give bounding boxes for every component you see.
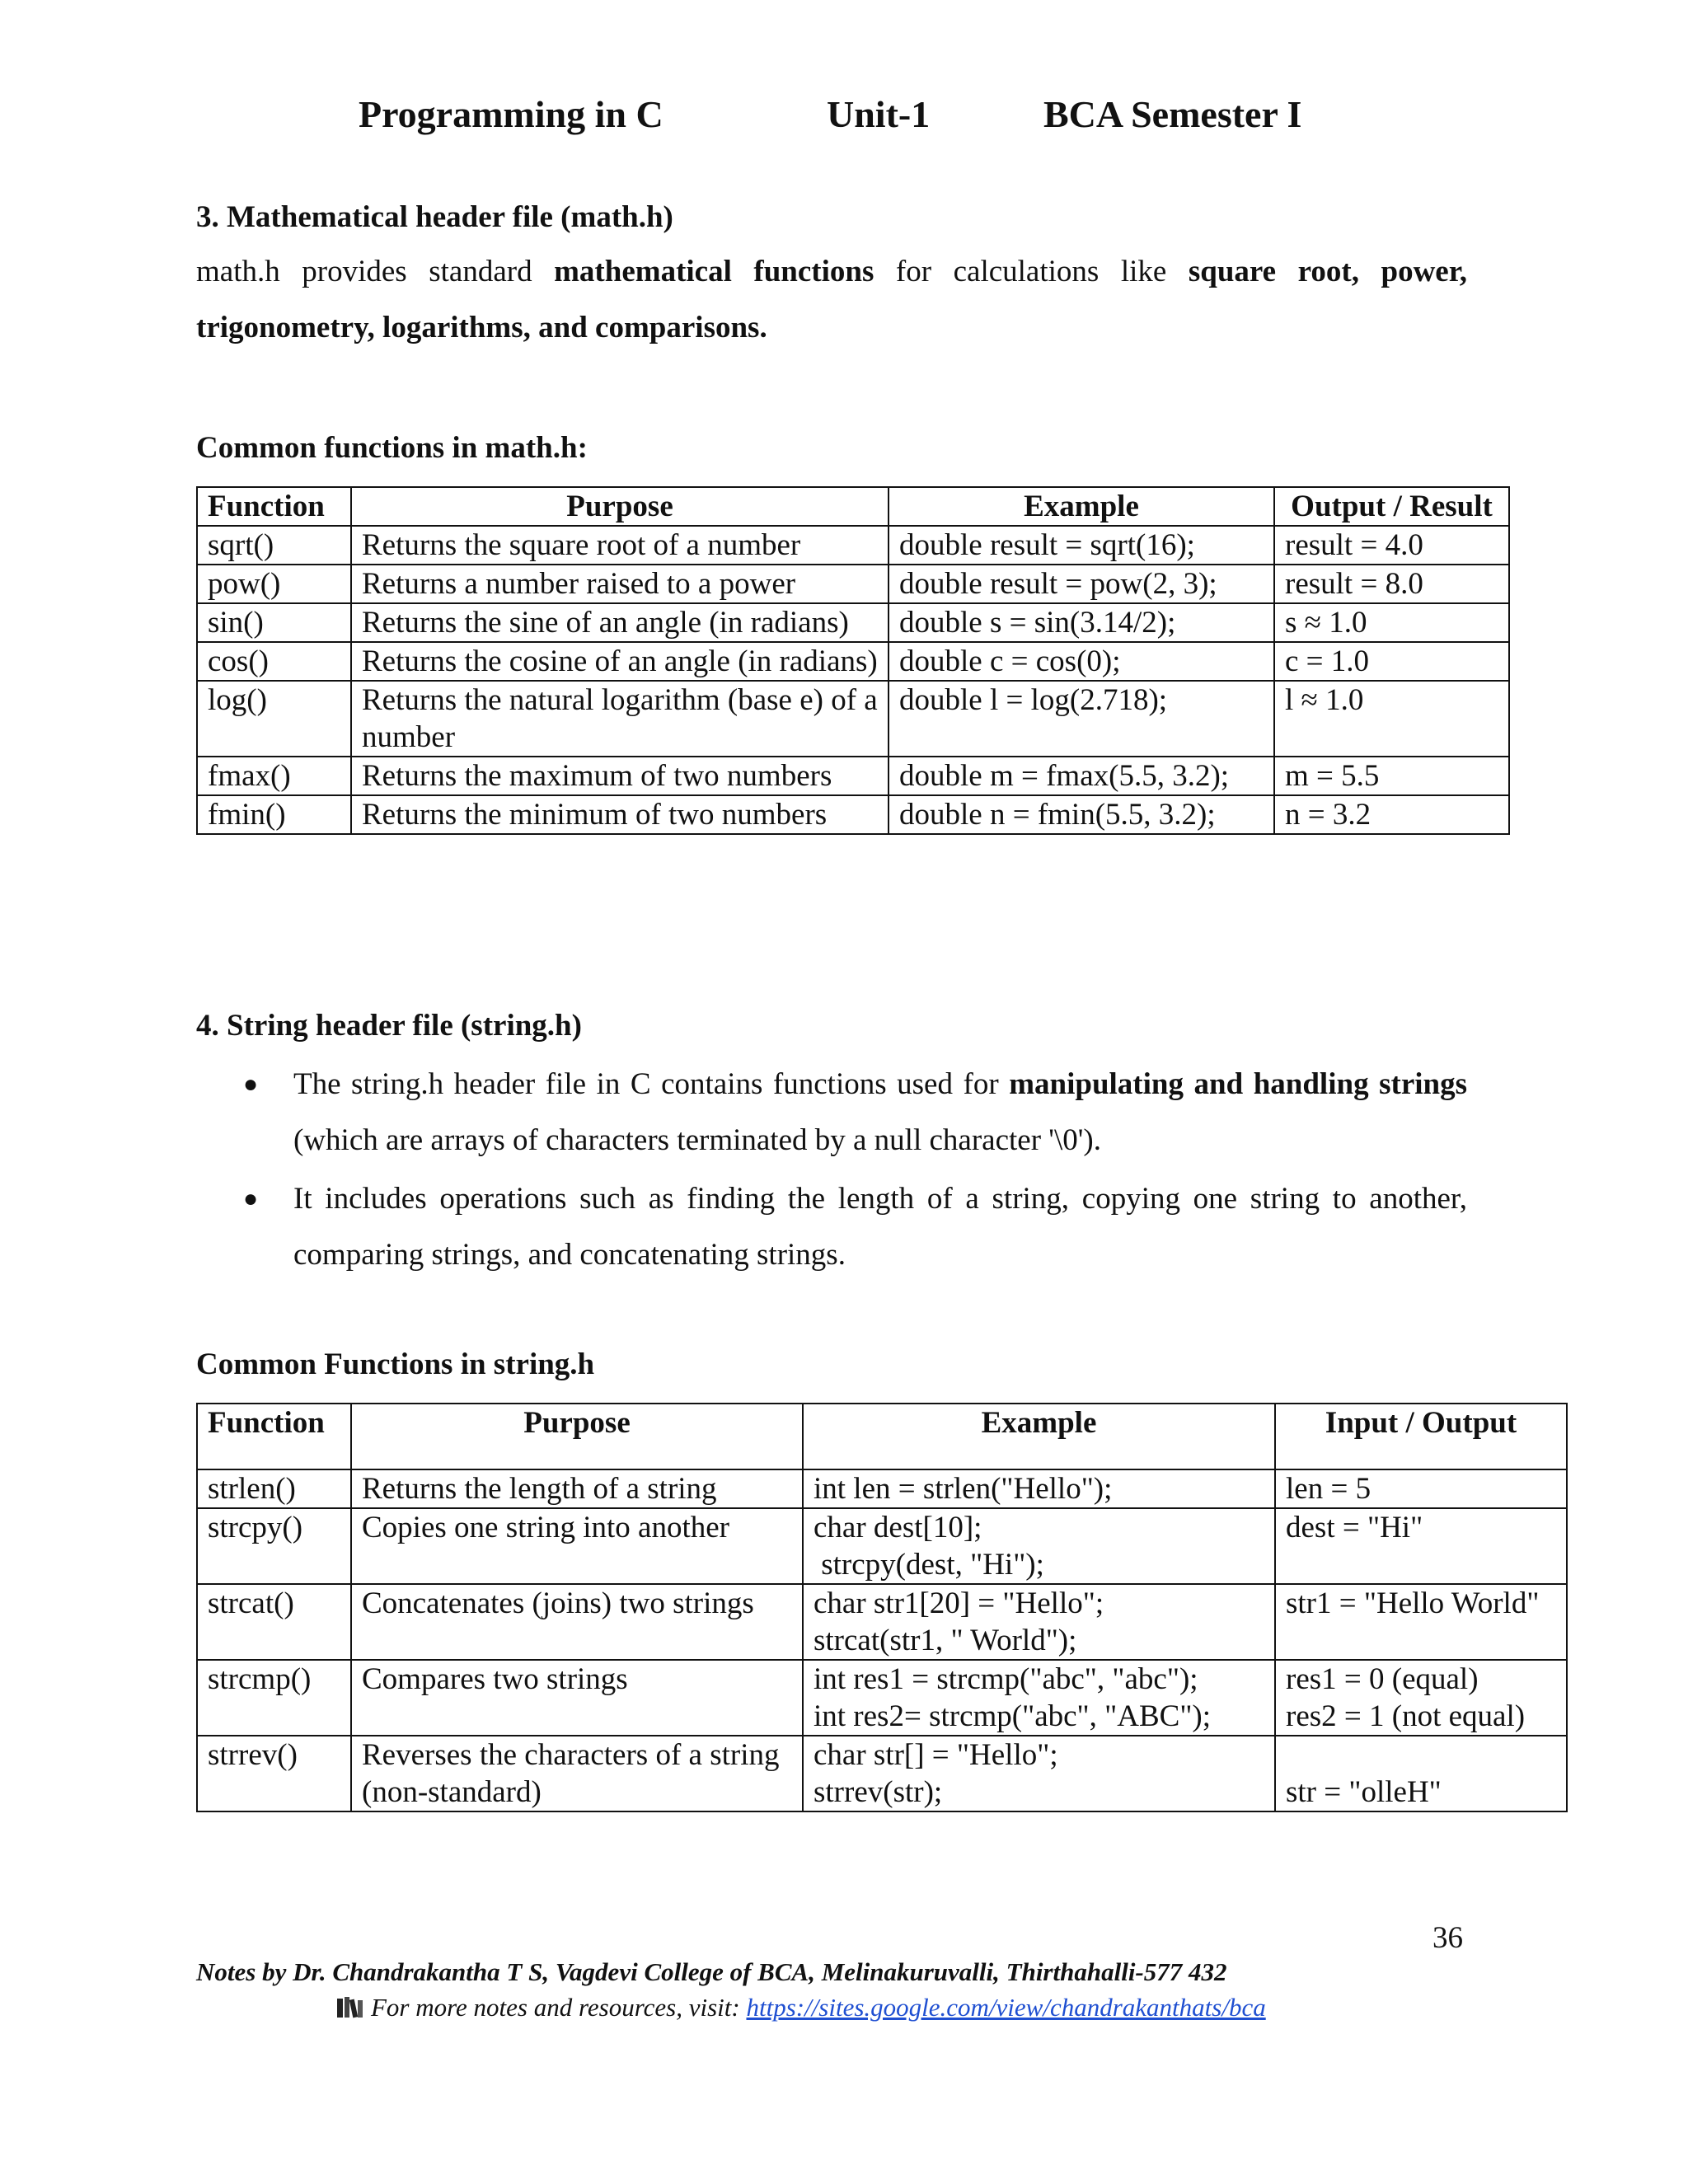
function-cell: fmin() bbox=[197, 795, 351, 834]
bullet1-bold: manipulating and handling strings bbox=[1009, 1067, 1467, 1101]
purpose-cell: Returns the cosine of an angle (in radians) bbox=[351, 642, 889, 681]
footer-notes: Notes by Dr. Chandrakantha T S, Vagdevi College of BCA, Melinakuruvalli, Thirthahalli-577 432 bbox=[196, 1957, 1227, 1986]
function-cell: strrev() bbox=[197, 1736, 351, 1811]
example-line: char dest[10]; bbox=[814, 1511, 982, 1544]
output-cell: dest = "Hi" bbox=[1275, 1508, 1567, 1584]
math-functions-table bbox=[196, 486, 1510, 835]
example-line: int res2= strcmp("abc", "ABC"); bbox=[814, 1699, 1212, 1733]
example-cell bbox=[803, 1736, 1275, 1811]
purpose-cell: Returns the sine of an angle (in radians) bbox=[351, 603, 889, 642]
string-col-example: Example bbox=[803, 1404, 1275, 1469]
example-cell: double c = cos(0); bbox=[889, 642, 1274, 681]
example-line: char str[] = "Hello"; bbox=[814, 1738, 1058, 1772]
math-col-example: Example bbox=[889, 487, 1274, 526]
example-cell: double result = pow(2, 3); bbox=[889, 565, 1274, 603]
output-cell: str = "olleH" bbox=[1275, 1736, 1567, 1811]
bullet-icon: ● bbox=[243, 1071, 259, 1098]
math-col-purpose: Purpose bbox=[351, 487, 889, 526]
purpose-cell: Returns the minimum of two numbers bbox=[351, 795, 889, 834]
function-cell: sin() bbox=[197, 603, 351, 642]
resources-link[interactable]: https://sites.google.com/view/chandrakanthats/bca bbox=[746, 1993, 1266, 2022]
math-section-title: 3. Mathematical header file (math.h) bbox=[196, 200, 673, 234]
example-line: char str1[20] = "Hello"; bbox=[814, 1586, 1104, 1620]
table-row bbox=[197, 642, 1509, 681]
course-title: Programming in C bbox=[359, 93, 663, 135]
function-cell: strcpy() bbox=[197, 1508, 351, 1584]
example-cell: double s = sin(3.14/2); bbox=[889, 603, 1274, 642]
output-cell bbox=[1275, 1660, 1567, 1736]
example-cell bbox=[803, 1584, 1275, 1660]
table-row bbox=[197, 603, 1509, 642]
output-line: res2 = 1 (not equal) bbox=[1286, 1699, 1526, 1733]
purpose-cell: Returns the length of a string bbox=[351, 1469, 803, 1508]
table-row bbox=[197, 1469, 1567, 1508]
footer-resources bbox=[336, 1993, 1266, 2022]
function-cell: log() bbox=[197, 681, 351, 757]
table-row bbox=[197, 795, 1509, 834]
list-item bbox=[196, 1057, 1467, 1169]
math-intro-text-2: for calculations like bbox=[874, 255, 1189, 288]
string-bullet-list bbox=[196, 1057, 1467, 1286]
example-cell: double m = fmax(5.5, 3.2); bbox=[889, 757, 1274, 795]
example-line: int len = strlen("Hello"); bbox=[814, 1472, 1113, 1506]
example-cell: double n = fmin(5.5, 3.2); bbox=[889, 795, 1274, 834]
bullet1-text-2: (which are arrays of characters terminated by a null character '\0'). bbox=[293, 1123, 1101, 1157]
function-cell: pow() bbox=[197, 565, 351, 603]
table-row bbox=[197, 681, 1509, 757]
purpose-cell: Copies one string into another bbox=[351, 1508, 803, 1584]
table-row bbox=[197, 1584, 1567, 1660]
string-col-purpose: Purpose bbox=[351, 1404, 803, 1469]
math-col-function: Function bbox=[197, 487, 351, 526]
output-cell: s ≈ 1.0 bbox=[1274, 603, 1509, 642]
table-row bbox=[197, 565, 1509, 603]
math-intro-bold-2: square root, power, trigonometry, logarithms, and comparisons. bbox=[196, 255, 1467, 344]
math-intro-paragraph bbox=[196, 244, 1467, 356]
table-row bbox=[197, 1660, 1567, 1736]
purpose-cell: Concatenates (joins) two strings bbox=[351, 1584, 803, 1660]
bullet1-text-1: The string.h header file in C contains functions used for bbox=[293, 1067, 1010, 1101]
math-table-title: Common functions in math.h: bbox=[196, 431, 588, 465]
unit-label: Unit-1 bbox=[827, 93, 931, 135]
example-line: strcat(str1, " World"); bbox=[814, 1624, 1077, 1657]
function-cell: sqrt() bbox=[197, 526, 351, 565]
example-cell bbox=[803, 1660, 1275, 1736]
table-row bbox=[197, 757, 1509, 795]
function-cell: fmax() bbox=[197, 757, 351, 795]
example-line: int res1 = strcmp("abc", "abc"); bbox=[814, 1662, 1198, 1696]
page-number: 36 bbox=[1432, 1921, 1463, 1955]
math-table-header-row bbox=[197, 487, 1509, 526]
purpose-cell: Returns the natural logarithm (base e) of a number bbox=[351, 681, 889, 757]
output-line: res1 = 0 (equal) bbox=[1286, 1662, 1479, 1696]
function-cell: strlen() bbox=[197, 1469, 351, 1508]
semester-label: BCA Semester I bbox=[1043, 93, 1302, 135]
page-header bbox=[0, 92, 1688, 150]
string-table-header-row bbox=[197, 1404, 1567, 1469]
function-cell: strcmp() bbox=[197, 1660, 351, 1736]
purpose-cell: Compares two strings bbox=[351, 1660, 803, 1736]
purpose-cell: Returns a number raised to a power bbox=[351, 565, 889, 603]
output-cell: l ≈ 1.0 bbox=[1274, 681, 1509, 757]
bullet-icon: ● bbox=[243, 1185, 259, 1212]
books-icon bbox=[336, 1995, 364, 2017]
table-row bbox=[197, 1736, 1567, 1811]
output-cell: str1 = "Hello World" bbox=[1275, 1584, 1567, 1660]
string-section-title: 4. String header file (string.h) bbox=[196, 1009, 582, 1043]
output-cell: c = 1.0 bbox=[1274, 642, 1509, 681]
math-col-output: Output / Result bbox=[1274, 487, 1509, 526]
string-functions-table bbox=[196, 1403, 1568, 1812]
purpose-cell: Returns the square root of a number bbox=[351, 526, 889, 565]
output-cell: result = 8.0 bbox=[1274, 565, 1509, 603]
example-line: strrev(str); bbox=[814, 1775, 943, 1809]
function-cell: cos() bbox=[197, 642, 351, 681]
output-cell: len = 5 bbox=[1275, 1469, 1567, 1508]
example-cell: double result = sqrt(16); bbox=[889, 526, 1274, 565]
footer-more-text: For more notes and resources, visit: bbox=[371, 1993, 747, 2022]
string-col-io: Input / Output bbox=[1275, 1404, 1567, 1469]
output-cell: result = 4.0 bbox=[1274, 526, 1509, 565]
math-intro-bold-1: mathematical functions bbox=[554, 255, 874, 288]
example-cell bbox=[803, 1469, 1275, 1508]
example-line: strcpy(dest, "Hi"); bbox=[814, 1548, 1044, 1582]
math-intro-text-1: math.h provides standard bbox=[196, 255, 555, 288]
string-col-function: Function bbox=[197, 1404, 351, 1469]
table-row bbox=[197, 526, 1509, 565]
purpose-cell: Returns the maximum of two numbers bbox=[351, 757, 889, 795]
list-item bbox=[196, 1171, 1467, 1283]
purpose-cell: Reverses the characters of a string (non-standard) bbox=[351, 1736, 803, 1811]
function-cell: strcat() bbox=[197, 1584, 351, 1660]
example-cell: double l = log(2.718); bbox=[889, 681, 1274, 757]
bullet2-text: It includes operations such as finding the length of a string, copying one string to another, comparing strings, and concatenating strings. bbox=[293, 1182, 1467, 1272]
example-cell bbox=[803, 1508, 1275, 1584]
string-table-title: Common Functions in string.h bbox=[196, 1347, 595, 1381]
output-cell: m = 5.5 bbox=[1274, 757, 1509, 795]
output-cell: n = 3.2 bbox=[1274, 795, 1509, 834]
table-row bbox=[197, 1508, 1567, 1584]
